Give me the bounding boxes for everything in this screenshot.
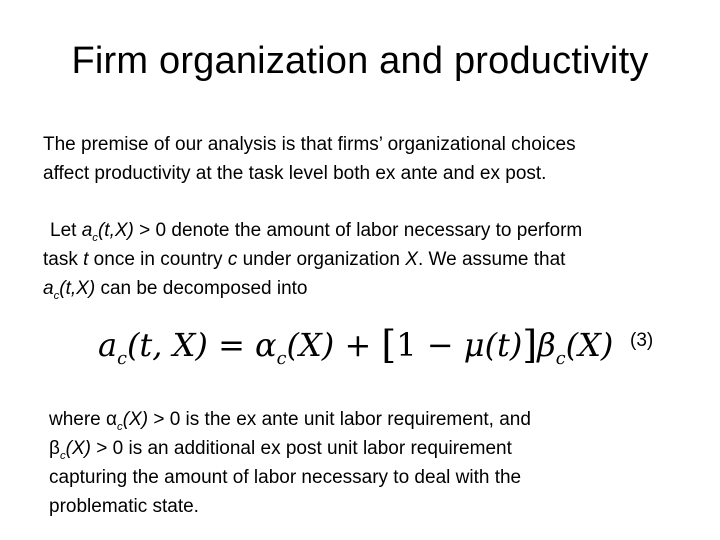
eq-plus: + — [334, 326, 382, 364]
let-text: Let — [50, 220, 82, 241]
where-text-2: > 0 is an additional ex post unit labor requirement — [90, 438, 512, 459]
a-arguments: (t,X) — [97, 220, 134, 241]
where-text: where — [49, 409, 107, 430]
a-symbol: a — [81, 220, 93, 241]
eq-lhs-sub: c — [117, 349, 127, 369]
paragraph-where — [49, 405, 649, 521]
x-variable: X — [405, 249, 418, 270]
a-subscript-2: c — [53, 290, 60, 302]
definition-text-2c: under organization — [237, 249, 406, 270]
definition-text-2d: . We assume that — [417, 249, 566, 270]
definition-text-3: can be decomposed into — [95, 278, 308, 299]
eq-beta-sub: c — [555, 349, 566, 369]
t-variable: t — [83, 249, 89, 270]
where-beta-args: (X) — [65, 438, 91, 459]
definition-text-2b: once in country — [88, 249, 228, 270]
equation-number: (3) — [630, 330, 654, 351]
eq-lhs-args: (t, X) — [126, 326, 208, 364]
a-subscript: c — [92, 232, 98, 244]
eq-alpha: α — [255, 326, 277, 364]
where-alpha-args: (X) — [122, 409, 149, 430]
where-alpha: α — [106, 409, 118, 430]
where-alpha-sub: c — [117, 421, 123, 433]
eq-lhs-a: a — [98, 326, 118, 364]
equation-3 — [98, 322, 613, 368]
where-line-3: capturing the amount of labor necessary to deal with the — [49, 467, 522, 488]
where-beta-sub: c — [59, 450, 66, 462]
a-arguments-2: (t,X) — [59, 278, 96, 299]
definition-text-2a: task — [43, 249, 84, 270]
where-beta: β — [49, 438, 60, 459]
where-text-1: > 0 is the ex ante unit labor requirement, and — [148, 409, 531, 430]
eq-alpha-sub: c — [276, 349, 287, 369]
eq-mu-args: (t) — [484, 326, 523, 364]
eq-one-minus: 1 − — [396, 326, 464, 364]
eq-bracket-close: ] — [522, 323, 538, 367]
where-line-4: problematic state. — [49, 496, 199, 517]
eq-alpha-args: (X) — [286, 326, 335, 364]
a-symbol-2: a — [43, 278, 54, 299]
paragraph-premise-line-2: affect productivity at the task level both ex ante and ex post. — [43, 163, 547, 184]
paragraph-premise — [43, 130, 683, 188]
eq-equals: = — [207, 326, 256, 364]
paragraph-definition — [43, 216, 683, 303]
paragraph-premise-line-1: The premise of our analysis is that firms’ organizational choices — [43, 134, 576, 155]
eq-beta: β — [537, 326, 556, 364]
eq-bracket-open: [ — [381, 323, 397, 367]
definition-text-1: > 0 denote the amount of labor necessary to perform — [133, 220, 583, 241]
slide-title: Firm organization and productivity — [71, 40, 649, 82]
eq-mu: μ — [463, 326, 485, 364]
eq-beta-args: (X) — [565, 326, 614, 364]
c-variable: c — [227, 249, 238, 270]
